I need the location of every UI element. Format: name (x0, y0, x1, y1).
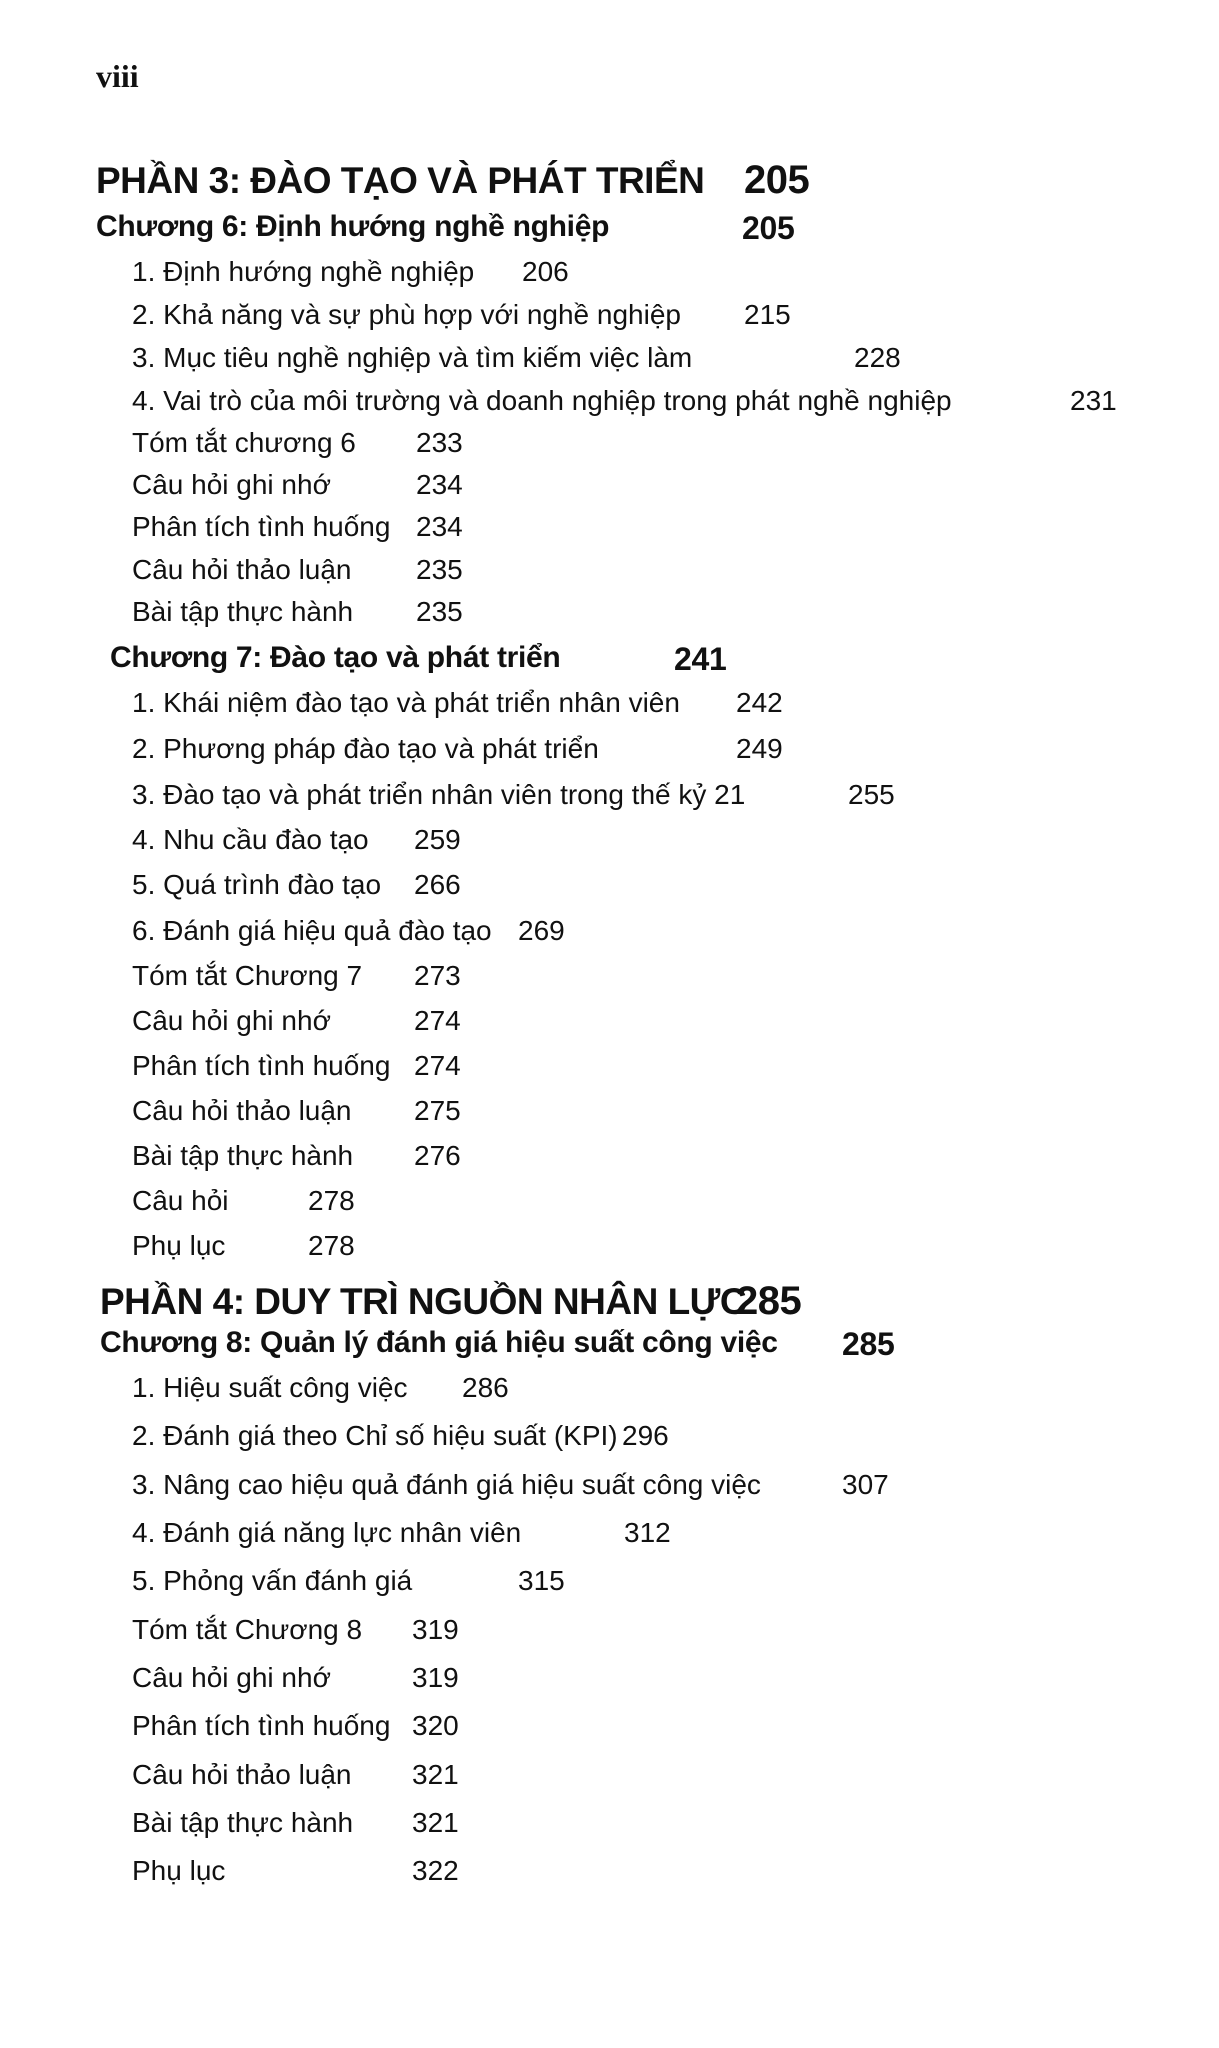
toc-entry (132, 301, 1112, 333)
part-title: PHẦN 3: ĐÀO TẠO VÀ PHÁT TRIỂN (96, 160, 705, 201)
toc-entry-page: 249 (736, 733, 783, 764)
toc-entry (132, 1007, 1112, 1039)
toc-entry-label: Bài tập thực hành (132, 596, 354, 627)
toc-entry-page: 273 (414, 960, 461, 991)
toc-entry-page: 234 (416, 511, 463, 542)
toc-entry-label: Phân tích tình huống (132, 1710, 391, 1741)
toc-entry (132, 344, 1112, 376)
toc-entry-label: Phụ lục (132, 1230, 226, 1261)
toc-entry-page: 233 (416, 427, 463, 458)
toc-entry-page: 307 (842, 1469, 889, 1500)
toc-entry (132, 1232, 1112, 1264)
chapter-heading (110, 643, 870, 679)
chapter-heading (100, 1328, 900, 1364)
chapter-title: Chương 7: Đào tạo và phát triển (110, 641, 561, 674)
toc-entry (132, 781, 1112, 813)
toc-entry-label: 2. Khả năng và sự phù hợp với nghề nghiệp (132, 299, 681, 330)
toc-entry-page: 215 (744, 299, 791, 330)
toc-entry-page: 321 (412, 1807, 459, 1838)
toc-entry-page: 286 (462, 1372, 509, 1403)
toc-entry-label: Câu hỏi thảo luận (132, 1095, 352, 1126)
toc-entry-page: 278 (308, 1230, 355, 1261)
toc-entry (132, 1187, 1112, 1219)
toc-entry-label: 1. Khái niệm đào tạo và phát triển nhân viên (132, 687, 680, 718)
toc-entry-label: 5. Phỏng vấn đánh giá (132, 1565, 413, 1596)
chapter-title: Chương 6: Định hướng nghề nghiệp (96, 210, 610, 243)
part-page: 205 (744, 158, 810, 202)
toc-entry-label: Câu hỏi thảo luận (132, 554, 352, 585)
toc-entry-page: 235 (416, 596, 463, 627)
toc-entry-page: 315 (518, 1565, 565, 1596)
toc-entry (132, 598, 1112, 630)
part-heading (96, 158, 856, 206)
toc-entry-label: Tóm tắt chương 6 (132, 427, 356, 458)
toc-entry-label: Câu hỏi ghi nhớ (132, 1005, 331, 1036)
toc-entry-label: Phụ lục (132, 1855, 226, 1886)
toc-entry-label: 4. Đánh giá năng lực nhân viên (132, 1517, 522, 1548)
toc-entry-page: 235 (416, 554, 463, 585)
toc-entry-page: 319 (412, 1662, 459, 1693)
chapter-title: Chương 8: Quản lý đánh giá hiệu suất công việc (100, 1326, 778, 1359)
part-page: 285 (736, 1279, 802, 1323)
toc-entry (132, 1471, 1112, 1503)
toc-entry-page: 228 (854, 342, 901, 373)
toc-entry-page: 231 (1070, 385, 1117, 416)
part-title: PHẦN 4: DUY TRÌ NGUỒN NHÂN LỰC (100, 1281, 747, 1322)
toc-entry (132, 871, 1112, 903)
toc-entry (132, 1142, 1112, 1174)
toc-entry-page: 320 (412, 1710, 459, 1741)
chapter-page: 205 (742, 210, 795, 246)
toc-entry-page: 269 (518, 915, 565, 946)
toc-entry (132, 1809, 1112, 1841)
toc-entry (132, 385, 1117, 419)
toc-entry-label: 5. Quá trình đào tạo (132, 869, 382, 900)
toc-entry (132, 917, 1112, 949)
toc-entry-page: 319 (412, 1614, 459, 1645)
toc-entry-label: Bài tập thực hành (132, 1807, 354, 1838)
page-number: viii (96, 58, 139, 94)
toc-entry-label: Tóm tắt Chương 8 (132, 1614, 363, 1645)
toc-entry-page: 259 (414, 824, 461, 855)
toc-entry-label: 1. Định hướng nghề nghiệp (132, 256, 475, 287)
toc-entry (132, 556, 1112, 588)
toc-entry (132, 258, 1112, 290)
toc-entry-label: 2. Đánh giá theo Chỉ số hiệu suất (KPI) (132, 1420, 618, 1451)
toc-entry (132, 1712, 1112, 1744)
toc-entry (132, 735, 1112, 767)
toc-entry-page: 296 (622, 1420, 669, 1451)
toc-entry (132, 962, 1112, 994)
toc-entry (132, 826, 1112, 858)
toc-entry-page: 312 (624, 1517, 671, 1548)
toc-entry (132, 1519, 1112, 1551)
toc-entry-label: Câu hỏi ghi nhớ (132, 469, 331, 500)
toc-entry-page: 274 (414, 1050, 461, 1081)
toc-entry-label: 4. Nhu cầu đào tạo (132, 824, 369, 855)
toc-entry (132, 429, 1112, 461)
toc-entry-page: 266 (414, 869, 461, 900)
toc-entry-page: 242 (736, 687, 783, 718)
chapter-page: 241 (674, 641, 727, 677)
toc-entry (132, 1097, 1112, 1129)
toc-entry-label: 3. Mục tiêu nghề nghiệp và tìm kiếm việc làm (132, 342, 693, 373)
toc-entry-label: Phân tích tình huống (132, 511, 391, 542)
toc-entry-page: 322 (412, 1855, 459, 1886)
toc-entry-page: 275 (414, 1095, 461, 1126)
toc-entry-page: 206 (522, 256, 569, 287)
toc-entry-label: Bài tập thực hành (132, 1140, 354, 1171)
chapter-heading (96, 212, 856, 248)
toc-entry-label: Câu hỏi (132, 1185, 229, 1216)
chapter-page: 285 (842, 1326, 895, 1362)
toc-entry (132, 1422, 1112, 1454)
toc-entry-label: 2. Phương pháp đào tạo và phát triển (132, 733, 599, 764)
toc-entry-label: 1. Hiệu suất công việc (132, 1372, 408, 1403)
toc-entry (132, 471, 1112, 503)
toc-entry (132, 1374, 1112, 1406)
toc-entry-page: 278 (308, 1185, 355, 1216)
toc-entry-page: 234 (416, 469, 463, 500)
toc-entry-label: Câu hỏi thảo luận (132, 1759, 352, 1790)
toc-entry-label: Phân tích tình huống (132, 1050, 391, 1081)
toc-entry (132, 1761, 1112, 1793)
toc-entry-page: 255 (848, 779, 895, 810)
toc-entry-label: 6. Đánh giá hiệu quả đào tạo (132, 915, 492, 946)
toc-entry-page: 276 (414, 1140, 461, 1171)
toc-entry-label: Câu hỏi ghi nhớ (132, 1662, 331, 1693)
toc-entry-label: 3. Đào tạo và phát triển nhân viên trong thế kỷ 21 (132, 779, 746, 810)
toc-entry-page: 274 (414, 1005, 461, 1036)
toc-entry (132, 1052, 1112, 1084)
toc-entry (132, 1616, 1112, 1648)
toc-entry (132, 1664, 1112, 1696)
toc-entry (132, 1567, 1112, 1599)
toc-entry-label: 4. Vai trò của môi trường và doanh nghiệp trong phát nghề nghiệp (132, 385, 952, 416)
toc-entry-page: 321 (412, 1759, 459, 1790)
part-heading (100, 1279, 860, 1327)
toc-entry (132, 513, 1112, 545)
toc-entry-label: 3. Nâng cao hiệu quả đánh giá hiệu suất công việc (132, 1469, 761, 1500)
toc-entry (132, 1857, 1112, 1889)
toc-entry-label: Tóm tắt Chương 7 (132, 960, 363, 991)
toc-entry (132, 689, 1112, 721)
